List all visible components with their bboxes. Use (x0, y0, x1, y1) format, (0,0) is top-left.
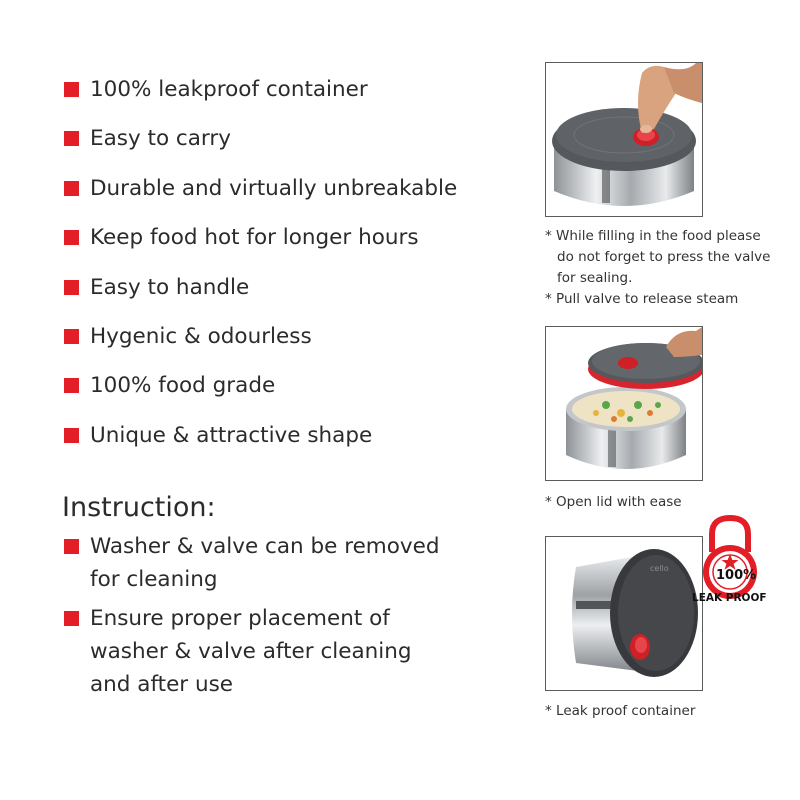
feature-label: Hygenic & odourless (90, 323, 312, 349)
feature-list (64, 74, 457, 469)
caption-line: * Leak proof container (545, 703, 696, 719)
caption-line: do not forget to press the valve (557, 249, 771, 265)
bullet-square-icon (64, 82, 79, 97)
lid-logo-text: cello (650, 564, 669, 573)
feature-item (64, 272, 457, 321)
caption-line: * While filling in the food please (545, 228, 761, 244)
instruction-list (64, 530, 450, 707)
bullet-square-icon (64, 329, 79, 344)
bullet-square-icon (64, 181, 79, 196)
caption-valve (545, 226, 770, 310)
instruction-text: Ensure proper placement of washer & valve after cleaning and after use (90, 606, 412, 697)
instruction-text: Washer & valve can be removed for cleaning (90, 534, 440, 592)
bullet-square-icon (64, 378, 79, 393)
caption-open-lid (545, 492, 682, 513)
bullet-square-icon (64, 539, 79, 554)
bullet-square-icon (64, 428, 79, 443)
bullet-square-icon (64, 280, 79, 295)
caption-line: * Pull valve to release steam (545, 291, 739, 307)
feature-label: Durable and virtually unbreakable (90, 175, 458, 201)
product-photo-open-lid (545, 326, 703, 481)
bullet-square-icon (64, 230, 79, 245)
product-photo-leak-proof (545, 536, 703, 691)
caption-leak-proof (545, 701, 695, 722)
feature-item (64, 173, 457, 222)
feature-label: Unique & attractive shape (90, 422, 373, 448)
product-photo-valve-press (545, 62, 703, 217)
caption-line: for sealing. (557, 270, 633, 286)
caption-line: * Open lid with ease (545, 494, 682, 510)
badge-label: LEAK PROOF (692, 592, 767, 604)
feature-item (64, 123, 457, 172)
feature-label: Keep food hot for longer hours (90, 225, 419, 251)
instruction-title: Instruction: (62, 492, 216, 523)
feature-label: Easy to handle (90, 274, 250, 300)
feature-item (64, 420, 457, 469)
feature-item (64, 222, 457, 271)
feature-label: 100% food grade (90, 373, 276, 399)
badge-percent: 100% (716, 568, 757, 583)
bullet-square-icon (64, 131, 79, 146)
instruction-item (64, 530, 450, 596)
feature-item (64, 370, 457, 419)
feature-item (64, 74, 457, 123)
instruction-item (64, 602, 450, 701)
bullet-square-icon (64, 611, 79, 626)
feature-label: Easy to carry (90, 126, 231, 152)
leak-proof-badge (690, 512, 770, 608)
feature-label: 100% leakproof container (90, 77, 368, 102)
feature-item (64, 321, 457, 370)
